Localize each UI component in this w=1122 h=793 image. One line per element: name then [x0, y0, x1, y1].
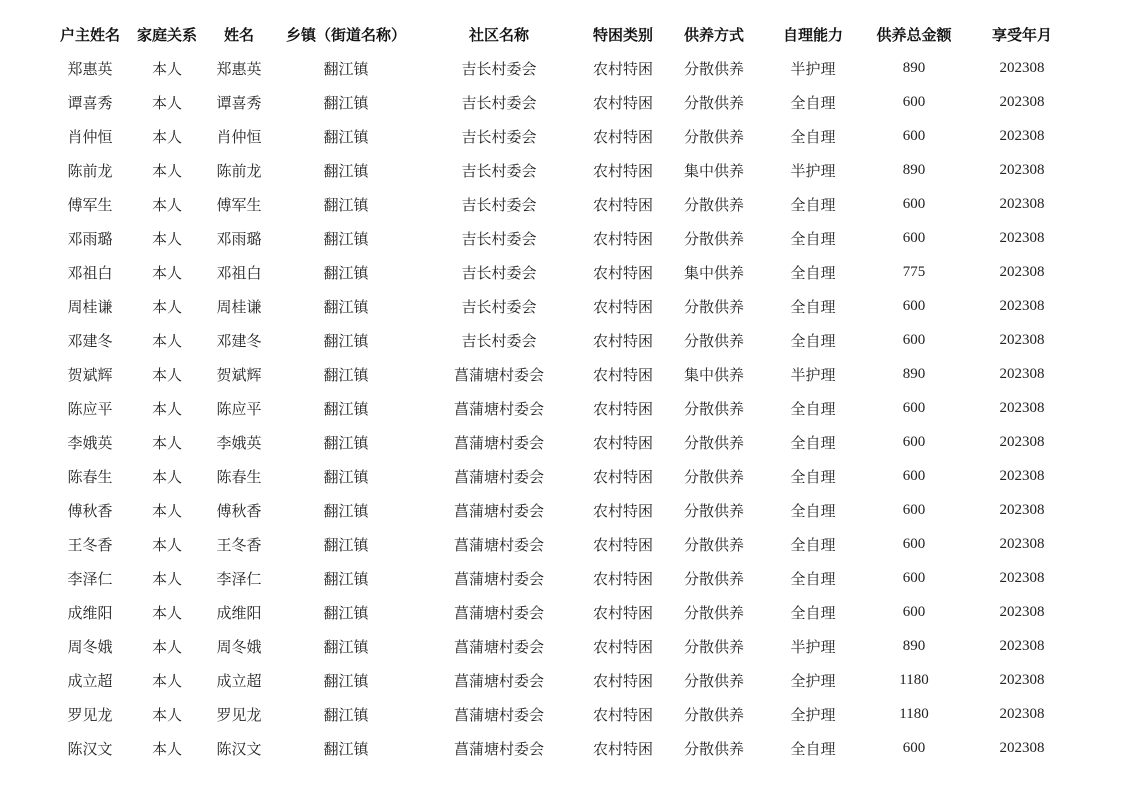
cell-support-mode: 分散供养 — [683, 93, 744, 112]
cell-township: 翻江镇 — [323, 501, 369, 520]
cell-support-mode: 分散供养 — [683, 535, 744, 554]
cell-support-mode: 分散供养 — [683, 569, 744, 588]
cell-family-relation: 本人 — [151, 127, 182, 146]
cell-support-amount: 600 — [902, 433, 926, 450]
cell-hardship-category: 农村特困 — [592, 399, 653, 418]
cell-self-care-ability: 全护理 — [790, 705, 836, 724]
cell-hardship-category: 农村特困 — [592, 603, 653, 622]
cell-family-relation: 本人 — [151, 535, 182, 554]
header-support-amount: 供养总金额 — [876, 25, 952, 44]
cell-hardship-category: 农村特困 — [592, 569, 653, 588]
cell-start-month: 202308 — [999, 569, 1045, 586]
cell-township: 翻江镇 — [323, 93, 369, 112]
cell-hardship-category: 农村特困 — [592, 467, 653, 486]
cell-hardship-category: 农村特困 — [592, 229, 653, 248]
cell-household-head: 邓雨璐 — [67, 229, 113, 248]
cell-community: 菖蒲塘村委会 — [453, 705, 544, 724]
cell-household-head: 陈应平 — [67, 399, 113, 418]
table-row — [48, 629, 1078, 663]
cell-support-mode: 分散供养 — [683, 433, 744, 452]
cell-household-head: 成维阳 — [67, 603, 113, 622]
table-row — [48, 119, 1078, 153]
cell-self-care-ability: 半护理 — [790, 59, 836, 78]
cell-township: 翻江镇 — [323, 331, 369, 350]
cell-family-relation: 本人 — [151, 705, 182, 724]
cell-start-month: 202308 — [999, 399, 1045, 416]
header-community: 社区名称 — [468, 25, 529, 44]
cell-township: 翻江镇 — [323, 399, 369, 418]
header-start-month: 享受年月 — [991, 25, 1052, 44]
table-row — [48, 731, 1078, 765]
header-hardship-category: 特困类别 — [592, 25, 653, 44]
cell-community: 吉长村委会 — [461, 127, 537, 146]
header-township: 乡镇（街道名称） — [285, 25, 406, 44]
cell-community: 菖蒲塘村委会 — [453, 467, 544, 486]
cell-start-month: 202308 — [999, 739, 1045, 756]
cell-self-care-ability: 全自理 — [790, 433, 836, 452]
cell-township: 翻江镇 — [323, 127, 369, 146]
cell-hardship-category: 农村特困 — [592, 637, 653, 656]
cell-community: 吉长村委会 — [461, 331, 537, 350]
cell-household-head: 李泽仁 — [67, 569, 113, 588]
table-row — [48, 255, 1078, 289]
table-row — [48, 493, 1078, 527]
cell-support-mode: 分散供养 — [683, 739, 744, 758]
cell-start-month: 202308 — [999, 127, 1045, 144]
cell-community: 菖蒲塘村委会 — [453, 603, 544, 622]
cell-name: 邓祖白 — [216, 263, 262, 282]
cell-family-relation: 本人 — [151, 229, 182, 248]
cell-name: 陈春生 — [216, 467, 262, 486]
cell-support-amount: 600 — [902, 501, 926, 518]
cell-township: 翻江镇 — [323, 671, 369, 690]
cell-name: 傅秋香 — [216, 501, 262, 520]
cell-name: 邓雨璐 — [216, 229, 262, 248]
cell-support-mode: 分散供养 — [683, 501, 744, 520]
cell-township: 翻江镇 — [323, 569, 369, 588]
cell-community: 菖蒲塘村委会 — [453, 433, 544, 452]
cell-community: 吉长村委会 — [461, 229, 537, 248]
cell-support-mode: 集中供养 — [683, 161, 744, 180]
cell-family-relation: 本人 — [151, 569, 182, 588]
cell-self-care-ability: 全自理 — [790, 467, 836, 486]
cell-community: 菖蒲塘村委会 — [453, 739, 544, 758]
cell-start-month: 202308 — [999, 467, 1045, 484]
cell-community: 菖蒲塘村委会 — [453, 637, 544, 656]
cell-household-head: 陈前龙 — [67, 161, 113, 180]
table-row — [48, 527, 1078, 561]
cell-start-month: 202308 — [999, 501, 1045, 518]
table-row — [48, 51, 1078, 85]
cell-name: 陈汉文 — [216, 739, 262, 758]
cell-township: 翻江镇 — [323, 467, 369, 486]
cell-family-relation: 本人 — [151, 365, 182, 384]
cell-hardship-category: 农村特困 — [592, 365, 653, 384]
cell-start-month: 202308 — [999, 365, 1045, 382]
cell-household-head: 傅秋香 — [67, 501, 113, 520]
cell-self-care-ability: 全护理 — [790, 671, 836, 690]
cell-name: 傅军生 — [216, 195, 262, 214]
cell-hardship-category: 农村特困 — [592, 127, 653, 146]
cell-support-mode: 分散供养 — [683, 705, 744, 724]
cell-family-relation: 本人 — [151, 433, 182, 452]
cell-support-mode: 分散供养 — [683, 671, 744, 690]
cell-name: 李娥英 — [216, 433, 262, 452]
cell-name: 贺斌辉 — [216, 365, 262, 384]
table-row — [48, 289, 1078, 323]
cell-name: 李泽仁 — [216, 569, 262, 588]
cell-township: 翻江镇 — [323, 433, 369, 452]
cell-hardship-category: 农村特困 — [592, 331, 653, 350]
table-row — [48, 153, 1078, 187]
cell-support-mode: 分散供养 — [683, 127, 744, 146]
cell-township: 翻江镇 — [323, 229, 369, 248]
cell-family-relation: 本人 — [151, 637, 182, 656]
cell-support-amount: 600 — [902, 535, 926, 552]
cell-self-care-ability: 全自理 — [790, 501, 836, 520]
cell-self-care-ability: 全自理 — [790, 93, 836, 112]
cell-support-amount: 890 — [902, 161, 926, 178]
cell-support-amount: 890 — [902, 365, 926, 382]
cell-family-relation: 本人 — [151, 739, 182, 758]
cell-township: 翻江镇 — [323, 739, 369, 758]
cell-household-head: 郑惠英 — [67, 59, 113, 78]
cell-community: 吉长村委会 — [461, 297, 537, 316]
cell-start-month: 202308 — [999, 637, 1045, 654]
cell-self-care-ability: 半护理 — [790, 161, 836, 180]
header-name: 姓名 — [223, 25, 254, 44]
cell-self-care-ability: 全自理 — [790, 535, 836, 554]
cell-community: 吉长村委会 — [461, 59, 537, 78]
cell-support-amount: 1180 — [899, 705, 929, 722]
cell-household-head: 罗见龙 — [67, 705, 113, 724]
cell-community: 吉长村委会 — [461, 263, 537, 282]
relief-roster-table — [48, 17, 1078, 765]
cell-household-head: 成立超 — [67, 671, 113, 690]
cell-community: 菖蒲塘村委会 — [453, 501, 544, 520]
cell-community: 吉长村委会 — [461, 93, 537, 112]
table-row — [48, 697, 1078, 731]
cell-community: 菖蒲塘村委会 — [453, 399, 544, 418]
cell-start-month: 202308 — [999, 671, 1045, 688]
header-family-relation: 家庭关系 — [136, 25, 197, 44]
cell-household-head: 周桂谦 — [67, 297, 113, 316]
cell-support-amount: 600 — [902, 297, 926, 314]
cell-start-month: 202308 — [999, 297, 1045, 314]
cell-self-care-ability: 全自理 — [790, 297, 836, 316]
header-support-mode: 供养方式 — [683, 25, 744, 44]
cell-household-head: 贺斌辉 — [67, 365, 113, 384]
cell-household-head: 邓建冬 — [67, 331, 113, 350]
table-row — [48, 323, 1078, 357]
cell-name: 陈应平 — [216, 399, 262, 418]
cell-support-amount: 600 — [902, 93, 926, 110]
cell-name: 周桂谦 — [216, 297, 262, 316]
cell-start-month: 202308 — [999, 93, 1045, 110]
cell-start-month: 202308 — [999, 331, 1045, 348]
cell-township: 翻江镇 — [323, 195, 369, 214]
cell-support-amount: 600 — [902, 569, 926, 586]
cell-self-care-ability: 全自理 — [790, 263, 836, 282]
table-row — [48, 459, 1078, 493]
table-header-row — [48, 17, 1078, 51]
cell-support-amount: 600 — [902, 739, 926, 756]
table-row — [48, 221, 1078, 255]
cell-township: 翻江镇 — [323, 263, 369, 282]
cell-township: 翻江镇 — [323, 705, 369, 724]
cell-name: 成立超 — [216, 671, 262, 690]
cell-hardship-category: 农村特困 — [592, 739, 653, 758]
table-row — [48, 187, 1078, 221]
cell-household-head: 邓祖白 — [67, 263, 113, 282]
table-body — [48, 51, 1078, 765]
cell-hardship-category: 农村特困 — [592, 535, 653, 554]
cell-name: 肖仲恒 — [216, 127, 262, 146]
cell-township: 翻江镇 — [323, 297, 369, 316]
cell-hardship-category: 农村特困 — [592, 195, 653, 214]
cell-start-month: 202308 — [999, 59, 1045, 76]
cell-start-month: 202308 — [999, 705, 1045, 722]
cell-support-amount: 1180 — [899, 671, 929, 688]
cell-community: 吉长村委会 — [461, 161, 537, 180]
cell-family-relation: 本人 — [151, 161, 182, 180]
cell-family-relation: 本人 — [151, 195, 182, 214]
cell-township: 翻江镇 — [323, 59, 369, 78]
cell-hardship-category: 农村特困 — [592, 93, 653, 112]
cell-start-month: 202308 — [999, 195, 1045, 212]
cell-support-mode: 分散供养 — [683, 331, 744, 350]
cell-hardship-category: 农村特困 — [592, 161, 653, 180]
cell-start-month: 202308 — [999, 603, 1045, 620]
cell-support-mode: 集中供养 — [683, 365, 744, 384]
cell-self-care-ability: 全自理 — [790, 399, 836, 418]
cell-support-amount: 600 — [902, 467, 926, 484]
cell-community: 菖蒲塘村委会 — [453, 535, 544, 554]
cell-support-mode: 分散供养 — [683, 603, 744, 622]
cell-hardship-category: 农村特困 — [592, 501, 653, 520]
cell-household-head: 李娥英 — [67, 433, 113, 452]
cell-self-care-ability: 半护理 — [790, 637, 836, 656]
cell-support-amount: 600 — [902, 331, 926, 348]
cell-name: 陈前龙 — [216, 161, 262, 180]
cell-hardship-category: 农村特困 — [592, 433, 653, 452]
table-row — [48, 357, 1078, 391]
cell-township: 翻江镇 — [323, 603, 369, 622]
cell-family-relation: 本人 — [151, 399, 182, 418]
cell-community: 菖蒲塘村委会 — [453, 569, 544, 588]
cell-community: 菖蒲塘村委会 — [453, 365, 544, 384]
cell-support-mode: 分散供养 — [683, 297, 744, 316]
cell-household-head: 陈汉文 — [67, 739, 113, 758]
cell-family-relation: 本人 — [151, 331, 182, 350]
cell-start-month: 202308 — [999, 433, 1045, 450]
cell-family-relation: 本人 — [151, 297, 182, 316]
cell-self-care-ability: 全自理 — [790, 195, 836, 214]
cell-name: 成维阳 — [216, 603, 262, 622]
cell-hardship-category: 农村特困 — [592, 705, 653, 724]
cell-support-mode: 分散供养 — [683, 399, 744, 418]
table-row — [48, 391, 1078, 425]
cell-township: 翻江镇 — [323, 365, 369, 384]
table-row — [48, 425, 1078, 459]
cell-household-head: 周冬娥 — [67, 637, 113, 656]
cell-family-relation: 本人 — [151, 93, 182, 112]
cell-start-month: 202308 — [999, 161, 1045, 178]
cell-start-month: 202308 — [999, 263, 1045, 280]
cell-support-amount: 600 — [902, 195, 926, 212]
table-row — [48, 595, 1078, 629]
cell-name: 郑惠英 — [216, 59, 262, 78]
cell-name: 周冬娥 — [216, 637, 262, 656]
cell-support-mode: 分散供养 — [683, 229, 744, 248]
table-row — [48, 663, 1078, 697]
cell-household-head: 肖仲恒 — [67, 127, 113, 146]
cell-self-care-ability: 全自理 — [790, 603, 836, 622]
cell-support-amount: 890 — [902, 637, 926, 654]
cell-support-amount: 600 — [902, 399, 926, 416]
cell-support-amount: 600 — [902, 229, 926, 246]
cell-household-head: 陈春生 — [67, 467, 113, 486]
cell-hardship-category: 农村特困 — [592, 671, 653, 690]
cell-support-mode: 集中供养 — [683, 263, 744, 282]
cell-family-relation: 本人 — [151, 671, 182, 690]
cell-family-relation: 本人 — [151, 59, 182, 78]
cell-self-care-ability: 全自理 — [790, 127, 836, 146]
cell-family-relation: 本人 — [151, 603, 182, 622]
cell-self-care-ability: 半护理 — [790, 365, 836, 384]
cell-support-mode: 分散供养 — [683, 195, 744, 214]
cell-start-month: 202308 — [999, 229, 1045, 246]
cell-support-amount: 600 — [902, 603, 926, 620]
cell-support-mode: 分散供养 — [683, 59, 744, 78]
cell-family-relation: 本人 — [151, 467, 182, 486]
table-row — [48, 561, 1078, 595]
cell-community: 菖蒲塘村委会 — [453, 671, 544, 690]
cell-community: 吉长村委会 — [461, 195, 537, 214]
cell-township: 翻江镇 — [323, 535, 369, 554]
header-household-head: 户主姓名 — [59, 25, 120, 44]
cell-household-head: 傅军生 — [67, 195, 113, 214]
cell-support-amount: 775 — [902, 263, 926, 280]
cell-support-mode: 分散供养 — [683, 637, 744, 656]
table-row — [48, 85, 1078, 119]
cell-name: 邓建冬 — [216, 331, 262, 350]
cell-hardship-category: 农村特困 — [592, 263, 653, 282]
cell-support-amount: 890 — [902, 59, 926, 76]
cell-household-head: 王冬香 — [67, 535, 113, 554]
cell-support-amount: 600 — [902, 127, 926, 144]
cell-self-care-ability: 全自理 — [790, 331, 836, 350]
cell-household-head: 谭喜秀 — [67, 93, 113, 112]
cell-township: 翻江镇 — [323, 637, 369, 656]
cell-start-month: 202308 — [999, 535, 1045, 552]
cell-self-care-ability: 全自理 — [790, 569, 836, 588]
cell-name: 王冬香 — [216, 535, 262, 554]
cell-hardship-category: 农村特困 — [592, 297, 653, 316]
cell-family-relation: 本人 — [151, 263, 182, 282]
cell-self-care-ability: 全自理 — [790, 739, 836, 758]
cell-name: 谭喜秀 — [216, 93, 262, 112]
cell-name: 罗见龙 — [216, 705, 262, 724]
cell-township: 翻江镇 — [323, 161, 369, 180]
cell-family-relation: 本人 — [151, 501, 182, 520]
cell-support-mode: 分散供养 — [683, 467, 744, 486]
cell-hardship-category: 农村特困 — [592, 59, 653, 78]
cell-self-care-ability: 全自理 — [790, 229, 836, 248]
header-self-care-ability: 自理能力 — [782, 25, 843, 44]
